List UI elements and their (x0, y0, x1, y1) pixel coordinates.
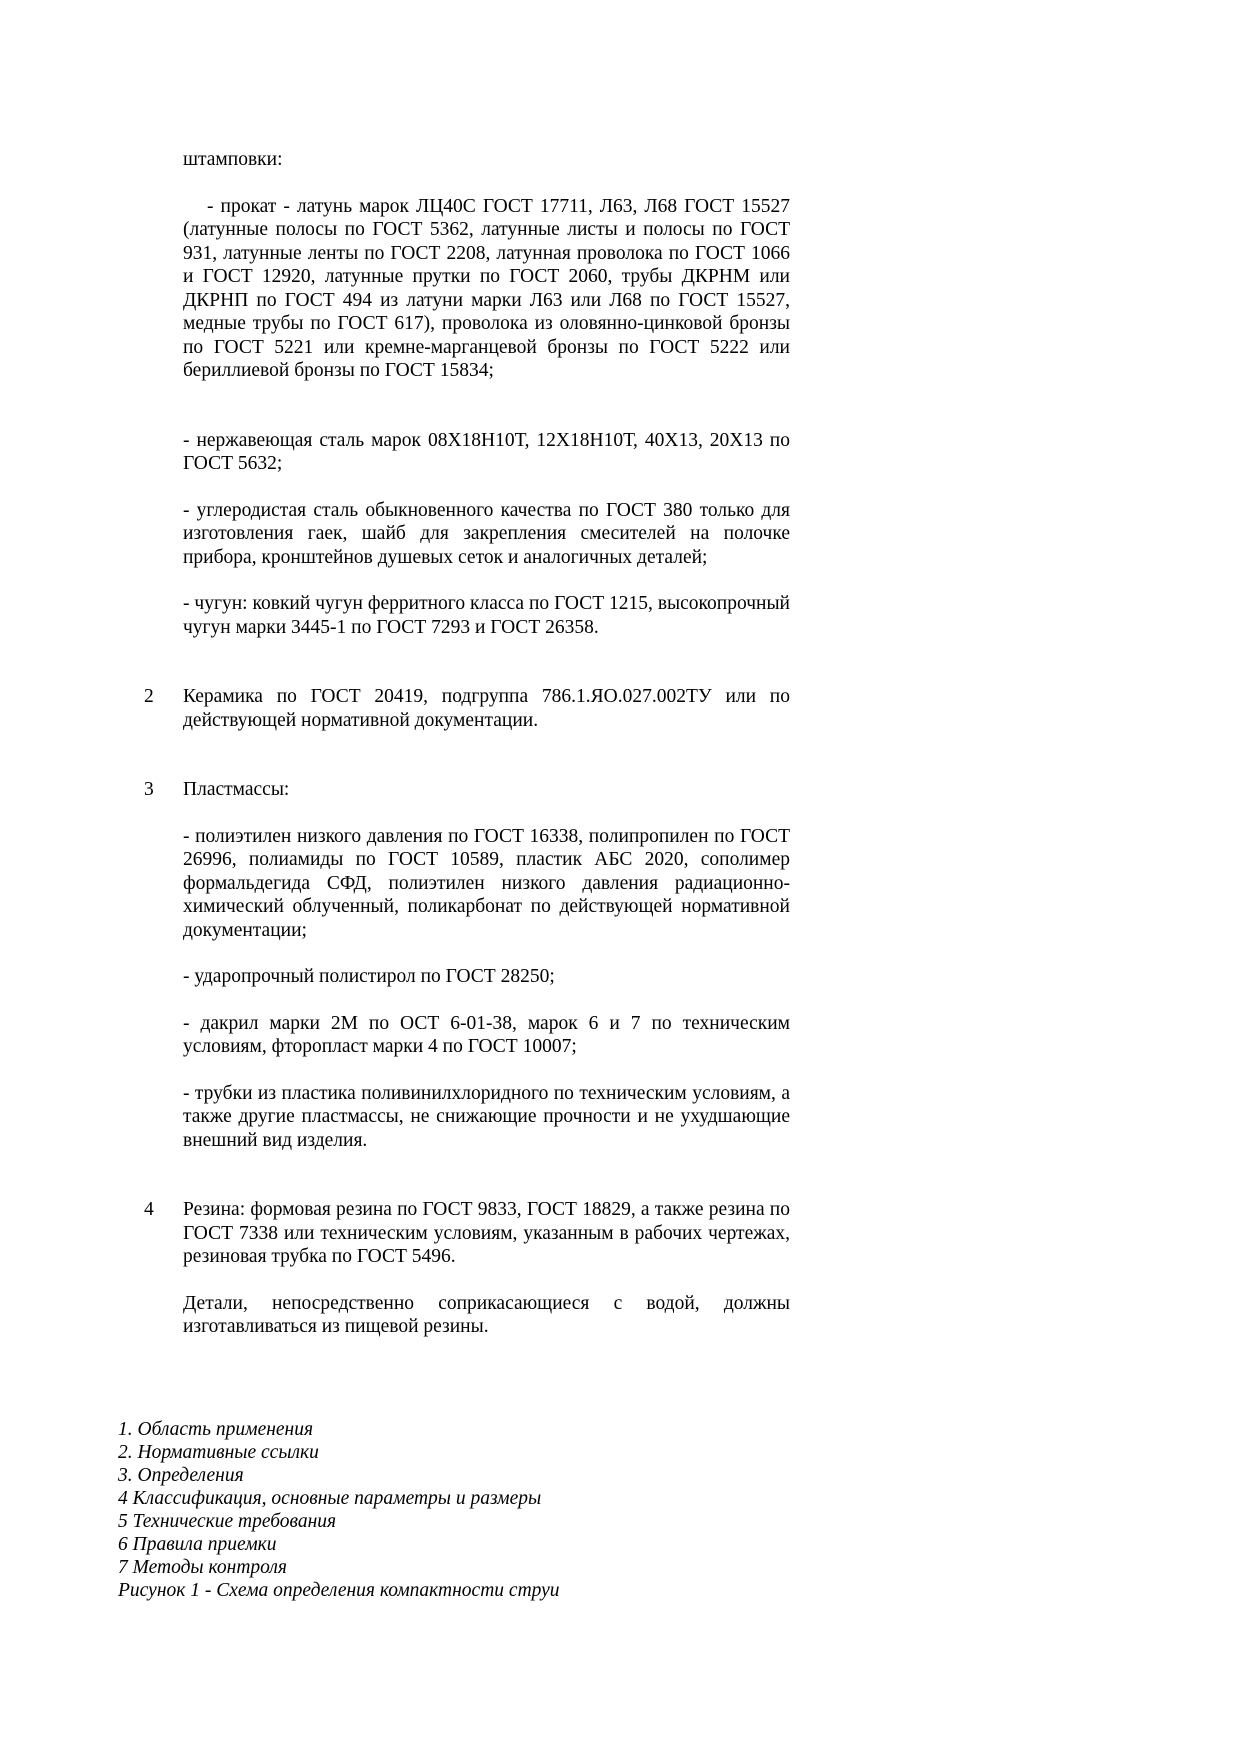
lead-text: штамповки: (183, 149, 283, 170)
paragraph-carbon-steel: - углеродистая сталь обыкновенного качества по ГОСТ 380 только для изготовления гаек, шайб для закрепления смесителей на полочке прибора, кронштейнов душевых сеток и аналогичных деталей; (183, 499, 790, 568)
document-body (144, 148, 790, 1339)
toc-link-acceptance-rules[interactable]: 6 Правила приемки (118, 1534, 277, 1555)
paragraph-brass-rolled: - прокат - латунь марок ЛЦ40С ГОСТ 17711, Л63, Л68 ГОСТ 15527 (латунные полосы по ГОСТ 5362, латунные листы и полосы по ГОСТ 931, латунные ленты по ГОСТ 2208, латунная проволока по ГОСТ 1066 и ГОСТ 12920, латунные прутки по ГОСТ 2060, трубы ДКРНМ или ДКРНП по ГОСТ 494 из латуни марки Л63 или Л68 по ГОСТ 15527, медные трубы по ГОСТ 617), проволока из оловянно-цинковой бронзы по ГОСТ 5221 или кремне-марганцевой бронзы по ГОСТ 5222 или бериллиевой бронзы по ГОСТ 15834; (183, 195, 790, 381)
paragraph-pvc-tubes: - трубки из пластика поливинилхлоридного по техническим условиям, а также другие пластмассы, не снижающие прочности и не ухудшающие внешний вид изделия. (183, 1082, 790, 1151)
item-ceramics (144, 685, 790, 732)
paragraph-polyethylene: - полиэтилен низкого давления по ГОСТ 16338, полипропилен по ГОСТ 26996, полиамиды по ГОСТ 10589, пластик АБС 2020, сополимер формальдегида СФД, полиэтилен низкого давления радиационно-химический облученный, поликарбонат по действующей нормативной документации; (183, 825, 790, 941)
toc-link-test-methods[interactable]: 7 Методы контроля (118, 1557, 287, 1578)
paragraph-stainless-steel: - нержавеющая сталь марок 08Х18Н10Т, 12Х18Н10Т, 40Х13, 20Х13 по ГОСТ 5632; (183, 429, 790, 474)
paragraph-food-rubber: Детали, непосредственно соприкасающиеся с водой, должны изготавливаться из пищевой резины. (183, 1292, 790, 1337)
item-number: 4 (144, 1199, 154, 1220)
paragraph-dacryl: - дакрил марки 2М по ОСТ 6-01-38, марок 6 и 7 по техническим условиям, фторопласт марки 4 по ГОСТ 10007; (183, 1012, 790, 1057)
table-of-contents (118, 1418, 818, 1602)
item-text: Керамика по ГОСТ 20419, подгруппа 786.1.ЯО.027.002ТУ или по действующей нормативной документации. (183, 686, 790, 731)
toc-link-definitions[interactable]: 3. Определения (118, 1465, 244, 1486)
toc-link-scope[interactable]: 1. Область применения (118, 1419, 314, 1440)
item-text: Резина: формовая резина по ГОСТ 9833, ГОСТ 18829, а также резина по ГОСТ 7338 или техническим условиям, указанным в рабочих чертежах, резиновая трубка по ГОСТ 5496. (183, 1199, 790, 1267)
paragraph-polystyrene: - ударопрочный полистирол по ГОСТ 28250; (183, 966, 555, 987)
paragraph-cast-iron: - чугун: ковкий чугун ферритного класса по ГОСТ 1215, высокопрочный чугун марки 3445-1 по ГОСТ 7293 и ГОСТ 26358. (183, 593, 790, 638)
toc-link-normative-references[interactable]: 2. Нормативные ссылки (118, 1442, 319, 1463)
item-number: 3 (144, 779, 154, 800)
toc-link-figure-1[interactable]: Рисунок 1 - Схема определения компактности струи (118, 1580, 560, 1601)
item-number: 2 (144, 686, 154, 707)
item-text: Пластмассы: (183, 779, 290, 800)
item-plastics (144, 778, 790, 802)
toc-link-technical-requirements[interactable]: 5 Технические требования (118, 1511, 337, 1532)
toc-link-classification[interactable]: 4 Классификация, основные параметры и размеры (118, 1488, 542, 1509)
item-rubber (144, 1198, 790, 1269)
